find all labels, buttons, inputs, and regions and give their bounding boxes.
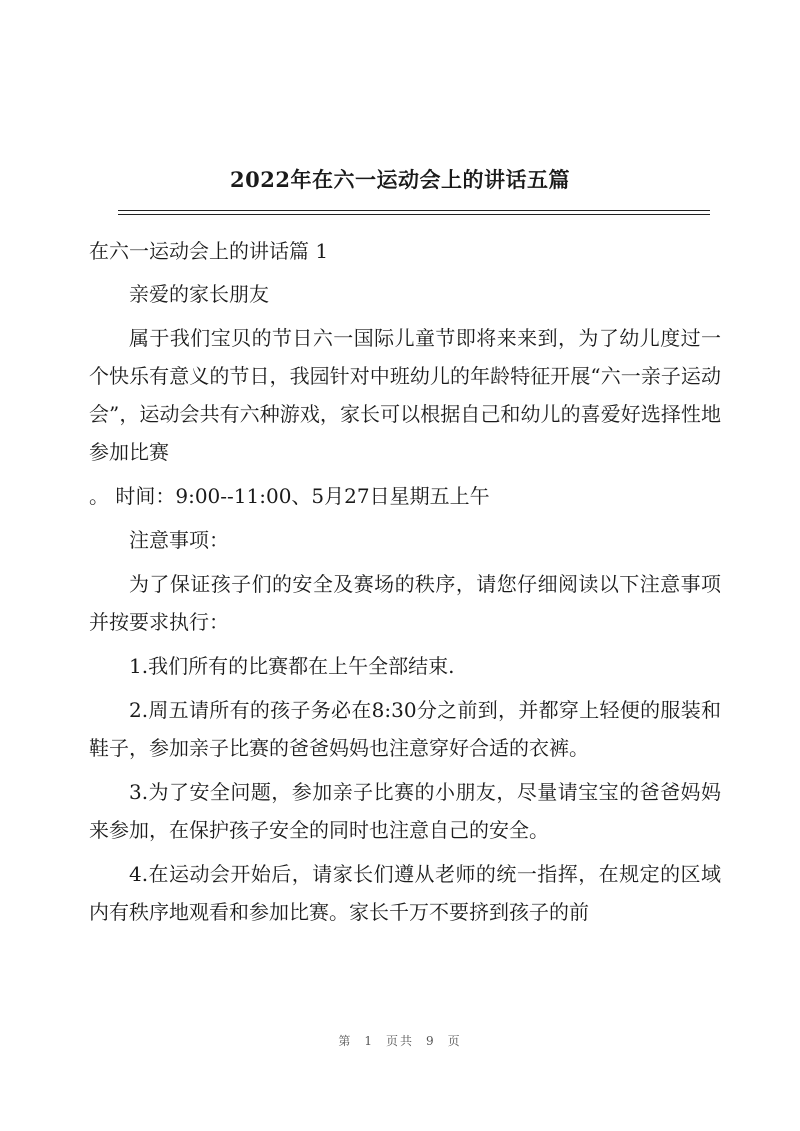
title-underline-secondary xyxy=(118,214,710,215)
section-heading: 在六一运动会上的讲话篇 1 xyxy=(89,239,329,263)
footer-middle: 页共 xyxy=(385,1034,414,1048)
footer-total-pages: 9 xyxy=(426,1034,436,1048)
notice-item-4: 4.在运动会开始后，请家长们遵从老师的统一指挥，在规定的区域内有秩序地观看和参加比赛。家长千万不要挤到孩子的前 xyxy=(89,862,721,924)
paragraph-time: 。 时间：9:00--11:00、5月27日星期五上午 xyxy=(89,484,490,508)
paragraph-intro: 属于我们宝贝的节日六一国际儿童节即将来来到，为了幼儿度过一个快乐有意义的节日，我园针对中班幼儿的年龄特征开展“六一亲子运动会”，运动会共有六种游戏，家长可以根据自己和幼儿的喜爱好选择性地参加比赛 xyxy=(89,326,721,464)
page-footer xyxy=(0,1032,800,1049)
notice-item-1: 1.我们所有的比赛都在上午全部结束. xyxy=(129,654,455,678)
paragraph-notice-heading: 注意事项： xyxy=(129,528,229,552)
footer-prefix: 第 xyxy=(338,1034,353,1048)
notice-item-3: 3.为了安全问题，参加亲子比赛的小朋友，尽量请宝宝的爸爸妈妈来参加，在保护孩子安全的同时也注意自己的安全。 xyxy=(89,780,721,842)
document-body xyxy=(89,232,721,931)
salutation: 亲爱的家长朋友 xyxy=(129,282,269,306)
document-title: 2022年在六一运动会上的讲话五篇 xyxy=(230,167,570,192)
footer-current-page: 1 xyxy=(364,1034,374,1048)
footer-suffix: 页 xyxy=(447,1034,462,1048)
title-underline xyxy=(118,210,710,211)
notice-item-2: 2.周五请所有的孩子务必在8:30分之前到，并都穿上轻便的服装和鞋子，参加亲子比赛的爸爸妈妈也注意穿好合适的衣裤。 xyxy=(89,698,721,760)
paragraph-notice-intro: 为了保证孩子们的安全及赛场的秩序，请您仔细阅读以下注意事项并按要求执行： xyxy=(89,572,721,634)
